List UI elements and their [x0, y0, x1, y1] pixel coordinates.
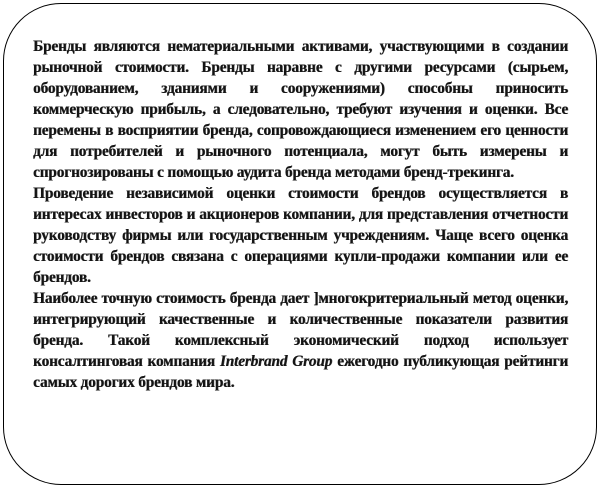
- text-body: [33, 36, 568, 393]
- paragraph-independent-valuation: Проведение независимой оценки стоимости брендов осуществляется в интересах инвесторов и акционеров компании, для представления отчетности руководству фирмы или государственным учреждениям. Чаще всего оценка стоимости брендов связана с операциями купли-продажи компании или ее брендов.: [33, 185, 568, 286]
- paragraph-brands-intangible-assets: Бренды являются нематериальными активами, участвующими в создании рыночной стоимости. Бренды наравне с другими ресурсами (сырьем, оборудованием, зданиями и сооружениями) способны приносить коммерческую прибыль, а следовательно, требуют изучения и оценки. Все перемены в восприятии бренда, сопровождающиеся изменением его ценности для потребителей и рыночного потенциала, могут быть измерены и спрогнозированы с помощью аудита бренда методами бренд-трекинга.: [33, 38, 568, 181]
- paragraph-3-text-end: ежегодно публикующая рейтинги самых дорогих брендов мира.: [33, 353, 568, 391]
- company-name-interbrand: Interbrand Group: [219, 353, 333, 370]
- paragraph-3-text-start: Наиболее точную стоимость бренда дает ]многокритериальный метод оценки, интегрирующий качественные и количественные показатели развития бренда. Такой комплексный экономический подход использует консалтинговая компания: [33, 290, 568, 370]
- paragraph-multicriteria-method: [33, 288, 568, 393]
